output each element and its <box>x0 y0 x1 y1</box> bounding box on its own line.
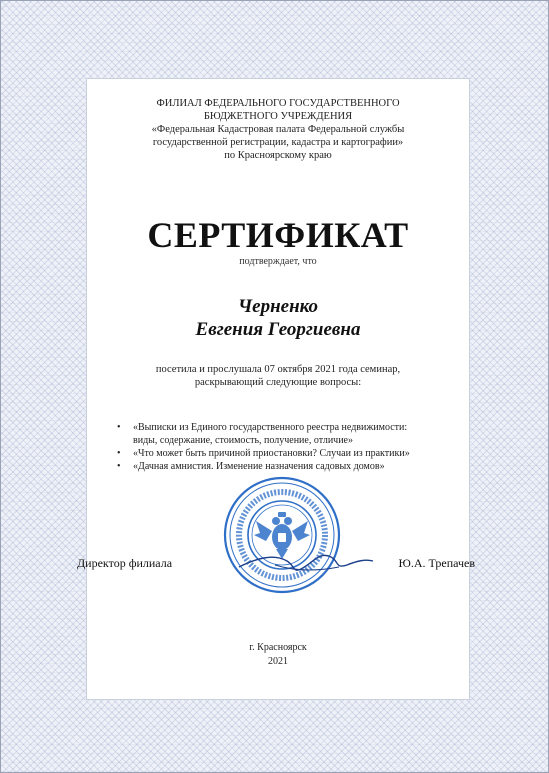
signatory-position: Директор филиала <box>77 556 173 570</box>
bullet-icon: • <box>117 448 121 459</box>
recipient-name <box>87 295 469 341</box>
issuer-line: ФИЛИАЛ ФЕДЕРАЛЬНОГО ГОСУДАРСТВЕННОГО <box>156 98 400 109</box>
recipient-surname: Черненко <box>237 296 319 317</box>
topics-list <box>117 421 461 473</box>
year-label: 2021 <box>268 656 288 667</box>
issuer-header <box>87 97 469 162</box>
certificate-body <box>77 79 475 699</box>
list-item <box>117 447 461 460</box>
bullet-icon: • <box>117 422 121 433</box>
issuer-line: БЮДЖЕТНОГО УЧРЕЖДЕНИЯ <box>203 111 353 122</box>
attended-line: раскрывающий следующие вопросы: <box>194 377 362 388</box>
topic-line: «Выписки из Единого государственного реестра недвижимости: <box>133 422 408 433</box>
place-and-date <box>87 641 469 669</box>
issuer-line: по Красноярскому краю <box>224 150 332 161</box>
attended-line: посетила и прослушала 07 октября 2021 года семинар, <box>155 364 401 375</box>
signature-row <box>77 556 475 572</box>
confirms-text: подтверждает, что <box>239 256 317 267</box>
list-item <box>117 421 461 447</box>
signatory-name: Ю.А. Трепачев <box>398 556 475 570</box>
topic-line: «Дачная амнистия. Изменение назначения садовых домов» <box>133 461 385 472</box>
topic-line: «Что может быть причиной приостановки? Случаи из практики» <box>133 448 410 459</box>
issuer-line: государственной регистрации, кадастра и картографии» <box>152 137 404 148</box>
issuer-line: «Федеральная Кадастровая палата Федеральной службы <box>151 124 405 135</box>
bullet-icon: • <box>117 461 121 472</box>
certificate-title: СЕРТИФИКАТ <box>147 215 409 255</box>
recipient-given-name: Евгения Георгиевна <box>195 319 361 340</box>
city-label: г. Красноярск <box>249 642 307 653</box>
topic-line: виды, содержание, стоимость, получение, отличие» <box>133 435 353 446</box>
attended-text <box>87 363 469 389</box>
list-item <box>117 460 461 473</box>
